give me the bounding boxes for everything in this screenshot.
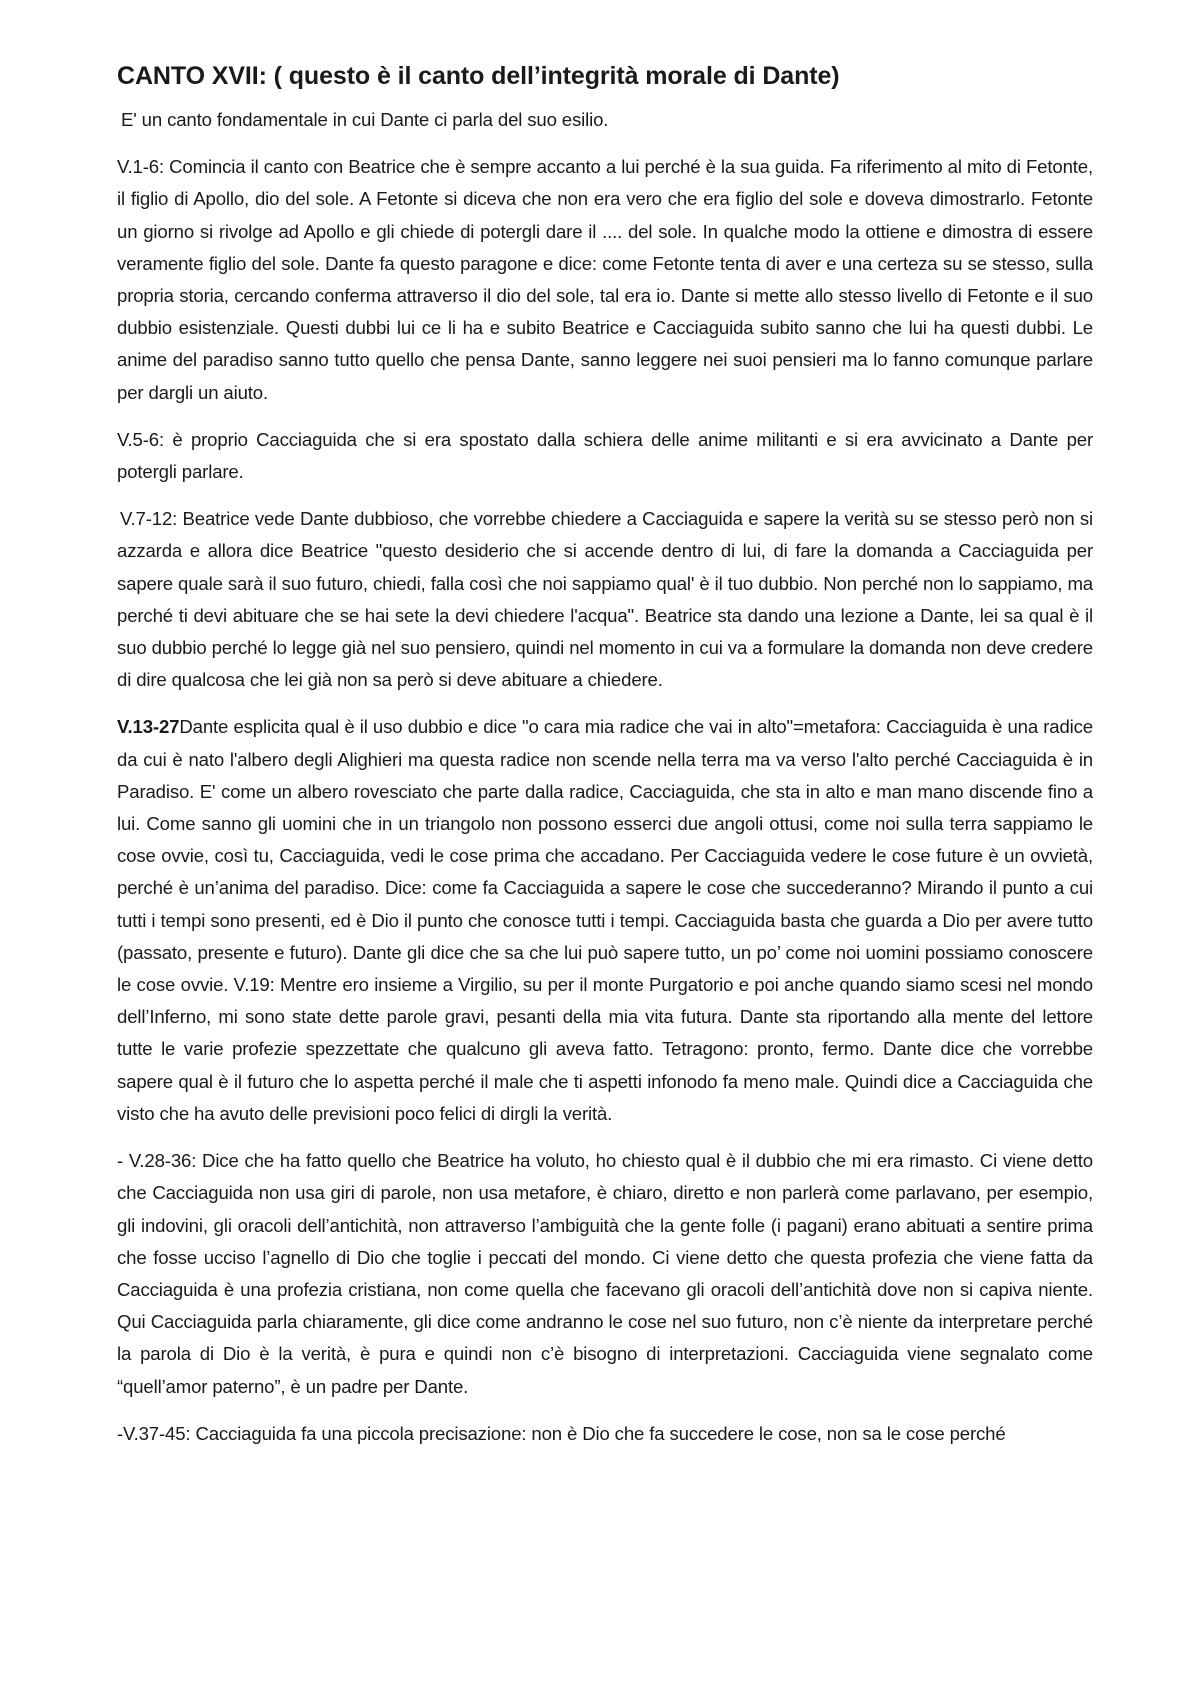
paragraph-v37-45 — [117, 1418, 1093, 1450]
paragraph-v28-36 — [117, 1145, 1093, 1403]
paragraph-v7-12 — [117, 503, 1093, 696]
document-page — [117, 58, 1093, 1465]
paragraph-v5-6 — [117, 424, 1093, 488]
paragraph-text: V.1-6: Comincia il canto con Beatrice che è sempre accanto a lui perché è la sua guida. Fa riferimento al mito di Fetonte, il figlio di Apollo, dio del sole. A Fetonte si diceva che non era vero che era figlio del sole e doveva dimostrarlo. Fetonte un giorno si rivolge ad Apollo e gli chiede di potergli dare il .... del sole. In qualche modo la ottiene e dimostra di essere veramente figlio del sole. Dante fa questo paragone e dice: come Fetonte tenta di aver e una certeza su se stesso, sulla propria storia, cercando conferma attraverso il dio del sole, tal era io. Dante si mette allo stesso livello di Fetonte e il suo dubbio esistenziale. Questi dubbi lui ce li ha e subito Beatrice e Cacciaguida subito sanno che lui ha questi dubbi. Le anime del paradiso sanno tutto quello che pensa Dante, sanno leggere nei suoi pensieri ma lo fanno comunque parlare per dargli un aiuto. — [117, 156, 1093, 403]
paragraph-intro — [121, 104, 1093, 136]
paragraph-v1-6 — [117, 151, 1093, 409]
paragraph-text: Dante esplicita qual è il uso dubbio e dice "o cara mia radice che vai in alto"=metafora: Cacciaguida è una radice da cui è nato l'albero degli Alighieri ma questa radice non scende nella terra ma va verso l'alto perché Cacciaguida è in Paradiso. E' come un albero rovesciato che parte dalla radice, Cacciaguida, che sta in alto e man mano discende fino a lui. Come sanno gli uomini che in un triangolo non possono esserci due angoli ottusi, come noi sulla terra sappiamo le cose ovvie, così tu, Cacciaguida, vedi le cose prima che accadano. Per Cacciaguida vedere le cose future è un ovvietà, perché è un’anima del paradiso. Dice: come fa Cacciaguida a sapere le cose che succederanno? Mirando il punto a cui tutti i tempi sono presenti, ed è Dio il punto che conosce tutti i tempi. Cacciaguida basta che guarda a Dio per avere tutto (passato, presente e futuro). Dante gli dice che sa che lui può sapere tutto, un po’ come noi uomini possiamo conoscere le cose ovvie. V.19: Mentre ero insieme a Virgilio, su per il monte Purgatorio e poi anche quando siamo scesi nel mondo dell’Inferno, mi sono state dette parole gravi, pesanti della mia vita futura. Dante sta riportando alla mente del lettore tutte le varie profezie spezzettate che qualcuno gli aveva fatto. Tetragono: pronto, fermo. Dante dice che vorrebbe sapere qual è il futuro che lo aspetta perché il male che ti aspetti infonodo fa meno male. Quindi dice a Cacciaguida che visto che ha avuto delle previsioni poco felici di dirgli la verità. — [117, 716, 1093, 1124]
paragraph-v13-27 — [117, 711, 1093, 1130]
paragraph-text: - V.28-36: Dice che ha fatto quello che Beatrice ha voluto, ho chiesto qual è il dubbio che mi era rimasto. Ci viene detto che Cacciaguida non usa giri di parole, non usa metafore, è chiaro, diretto e non parlerà come parlavano, per esempio, gli indovini, gli oracoli dell’antichità, non attraverso l’ambiguità che la gente folle (i pagani) erano abituati a sentire prima che fosse ucciso l’agnello di Dio che toglie i peccati del mondo. Ci viene detto che questa profezia che viene fatta da Cacciaguida è una profezia cristiana, non come quella che facevano gli oracoli dell’antichità dove non si capiva niente. Qui Cacciaguida parla chiaramente, gli dice come andranno le cose nel suo futuro, non c’è niente da interpretare perché la parola di Dio è la verità, è pura e quindi non c’è bisogno di interpretazioni. Cacciaguida viene segnalato come “quell’amor paterno”, è un padre per Dante. — [117, 1150, 1093, 1397]
paragraph-reference: V.13-27 — [117, 716, 180, 738]
paragraph-text: V.5-6: è proprio Cacciaguida che si era spostato dalla schiera delle anime militanti e si era avvicinato a Dante per potergli parlare. — [117, 428, 1093, 483]
document-title: CANTO XVII: ( questo è il canto dell’integrità morale di Dante) — [117, 62, 840, 90]
paragraph-text: V.7-12: Beatrice vede Dante dubbioso, che vorrebbe chiedere a Cacciaguida e sapere la verità su se stesso però non si azzarda e allora dice Beatrice "questo desiderio che si accende dentro di lui, di fare la domanda a Cacciaguida per sapere quale sarà il suo futuro, chiedi, falla così che noi sappiamo qual' è il tuo dubbio. Non perché non lo sappiamo, ma perché ti devi abituare che se hai sete la devi chiedere l'acqua". Beatrice sta dando una lezione a Dante, lei sa qual è il suo dubbio perché lo legge già nel suo pensiero, quindi nel momento in cui va a formulare la domanda non deve credere di dire qualcosa che lei già non sa però si deve abituare a chiedere. — [117, 508, 1093, 691]
paragraph-text: -V.37-45: Cacciaguida fa una piccola precisazione: non è Dio che fa succedere le cose, non sa le cose perché — [117, 1422, 1006, 1444]
paragraph-text: E' un canto fondamentale in cui Dante ci parla del suo esilio. — [121, 109, 609, 130]
